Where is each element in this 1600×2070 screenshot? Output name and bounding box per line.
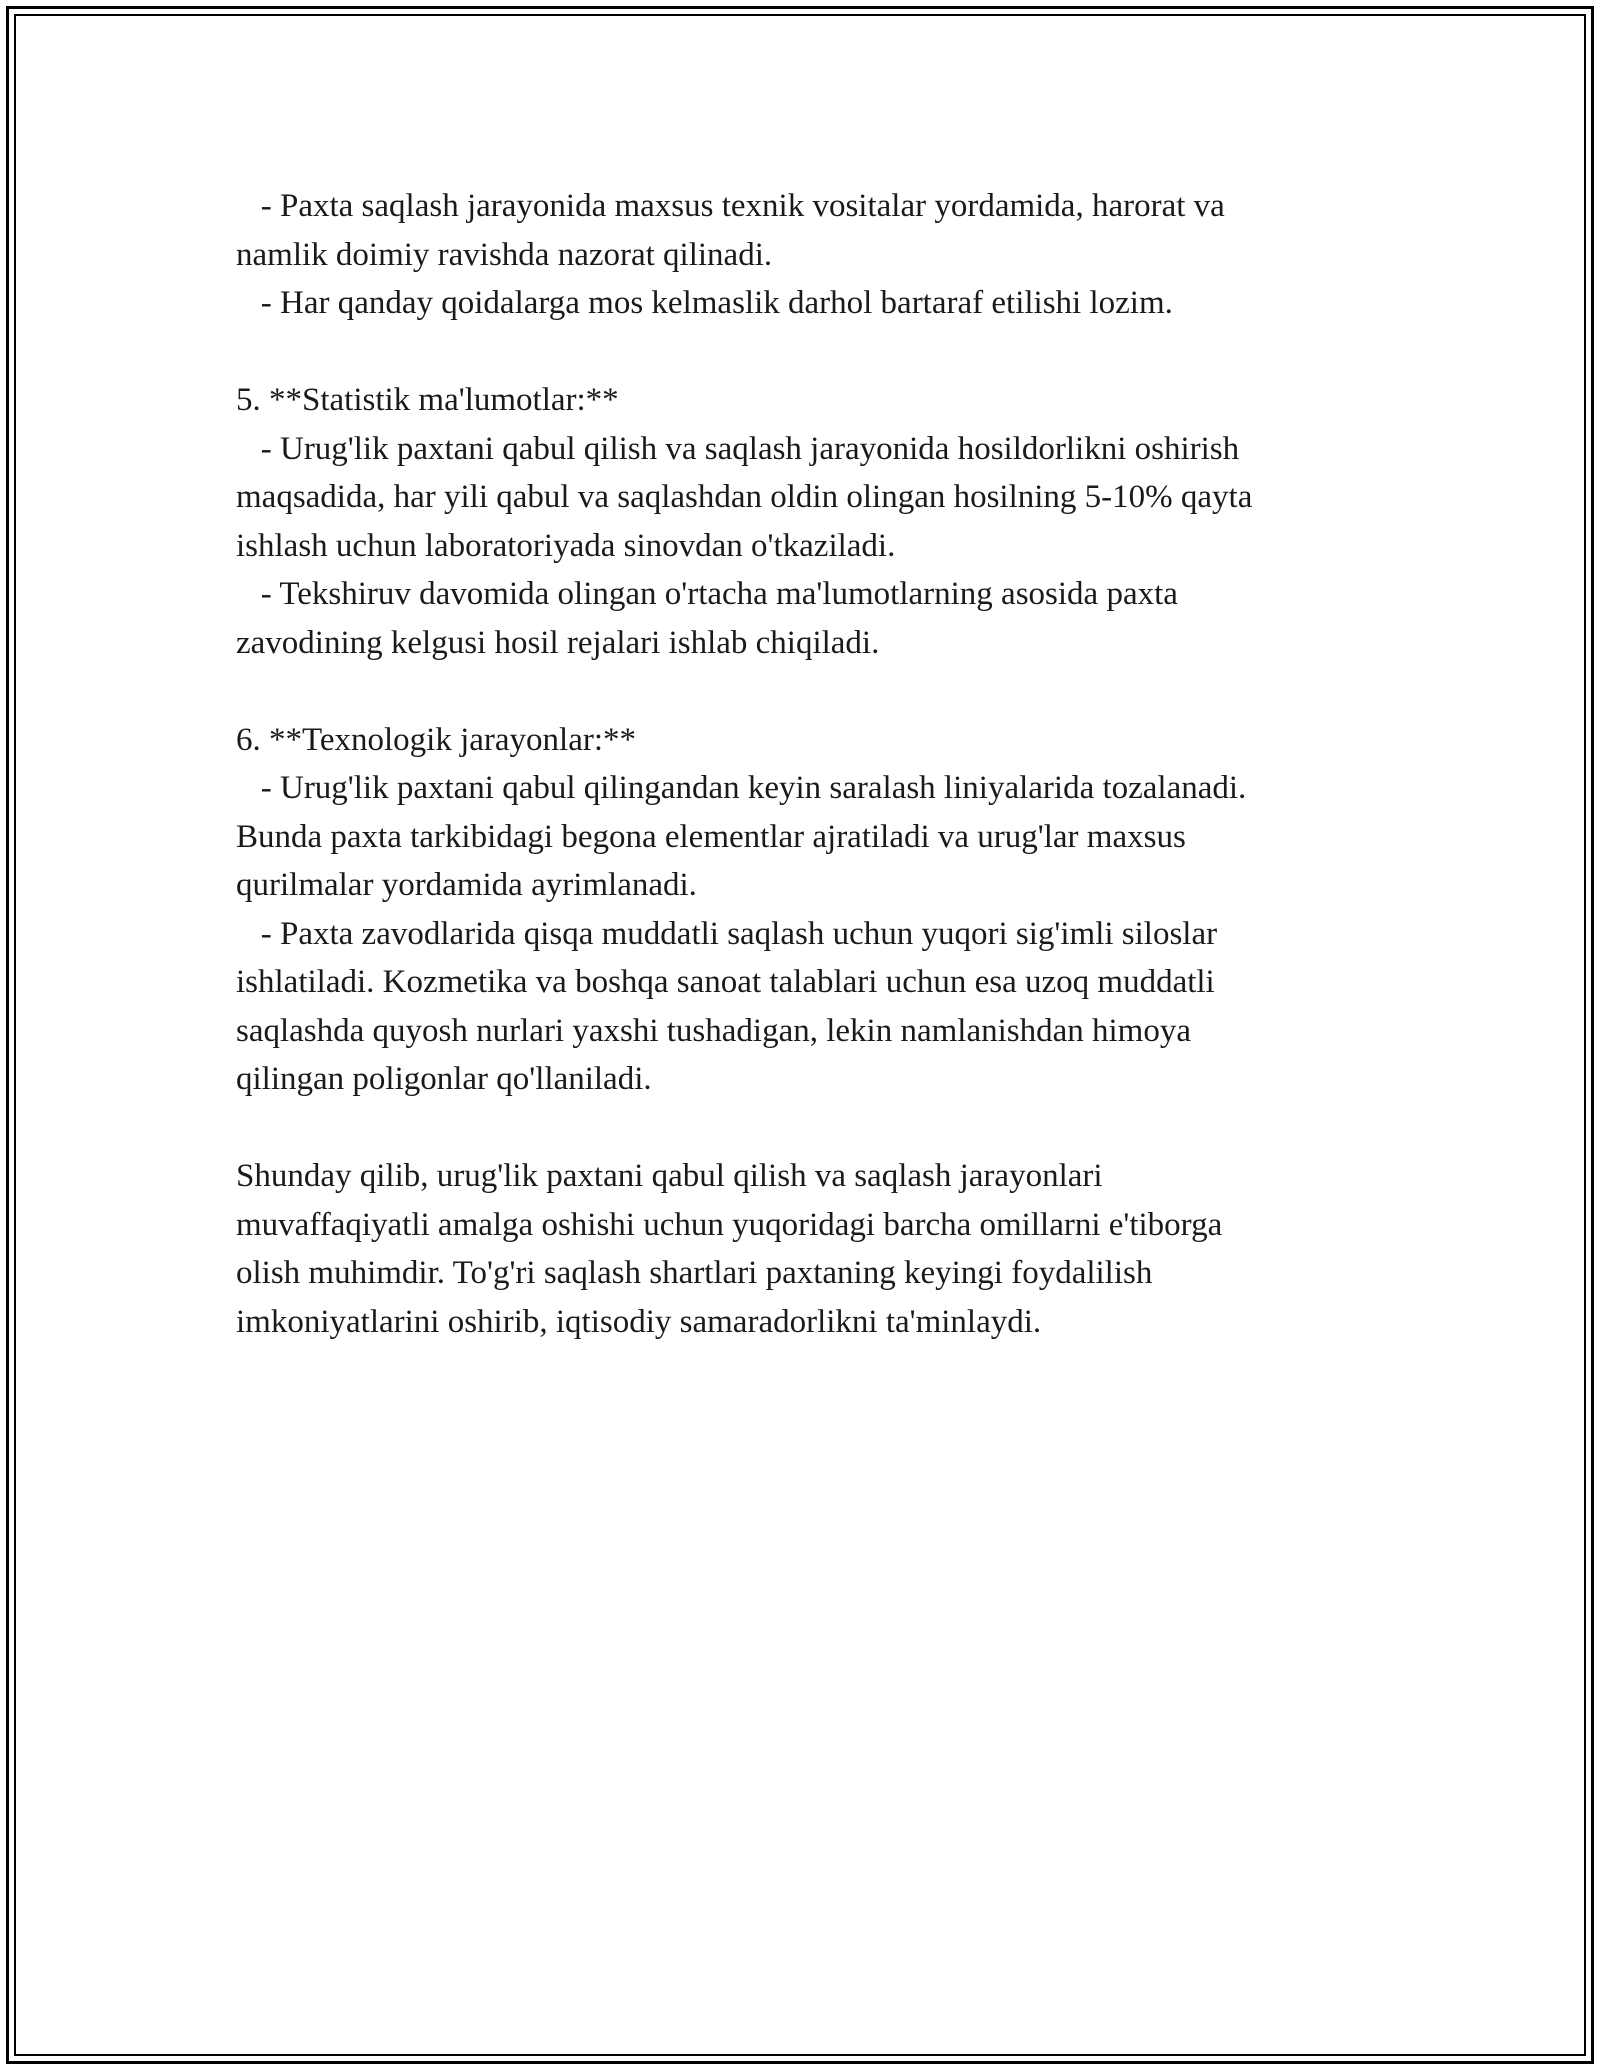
text-line: qurilmalar yordamida ayrimlanadi. — [236, 867, 697, 903]
paragraph-gap — [236, 1104, 1386, 1153]
paragraph-gap — [236, 667, 1386, 716]
text-line: - Tekshiruv davomida olingan o'rtacha ma'lumotlarning asosida paxta — [236, 576, 1178, 612]
document-body — [236, 182, 1386, 1346]
text-line: ishlatiladi. Kozmetika va boshqa sanoat talablari uchun esa uzoq muddatli — [236, 964, 1215, 1000]
text-line: - Paxta saqlash jarayonida maxsus texnik vositalar yordamida, harorat va — [236, 188, 1225, 224]
text-line: ishlash uchun laboratoriyada sinovdan o'tkaziladi. — [236, 527, 896, 564]
text-line: imkoniyatlarini oshirib, iqtisodiy samaradorlikni ta'minlaydi. — [236, 1303, 1042, 1340]
text-line: qilingan poligonlar qo'llaniladi. — [236, 1061, 652, 1097]
text-line: - Urug'lik paxtani qabul qilingandan keyin saralash liniyalarida tozalanadi. — [236, 770, 1247, 806]
text-line: Shunday qilib, urug'lik paxtani qabul qilish va saqlash jarayonlari — [236, 1158, 1103, 1194]
text-line: - Urug'lik paxtani qabul qilish va saqlash jarayonida hosildorlikni oshirish — [236, 430, 1240, 467]
paragraph-gap — [236, 328, 1386, 377]
text-line: saqlashda quyosh nurlari yaxshi tushadigan, lekin namlanishdan himoya — [236, 1012, 1191, 1049]
text-line: Bunda paxta tarkibidagi begona elementlar ajratiladi va urug'lar maxsus — [236, 818, 1186, 855]
text-line: - Har qanday qoidalarga mos kelmaslik darhol bartaraf etilishi lozim. — [236, 285, 1173, 321]
text-line: zavodining kelgusi hosil rejalari ishlab chiqiladi. — [236, 624, 880, 661]
text-line: muvaffaqiyatli amalga oshishi uchun yuqoridagi barcha omillarni e'tiborga — [236, 1206, 1223, 1243]
section-heading: 6. **Texnologik jarayonlar:** — [236, 721, 637, 758]
text-line: maqsadida, har yili qabul va saqlashdan oldin olingan hosilning 5-10% qayta — [236, 479, 1253, 515]
text-line: olish muhimdir. To'g'ri saqlash shartlari paxtaning keyingi foydalilish — [236, 1255, 1153, 1291]
text-line: namlik doimiy ravishda nazorat qilinadi. — [236, 236, 773, 273]
text-line: - Paxta zavodlarida qisqa muddatli saqlash uchun yuqori sig'imli siloslar — [236, 915, 1218, 952]
section-heading: 5. **Statistik ma'lumotlar:** — [236, 382, 619, 418]
